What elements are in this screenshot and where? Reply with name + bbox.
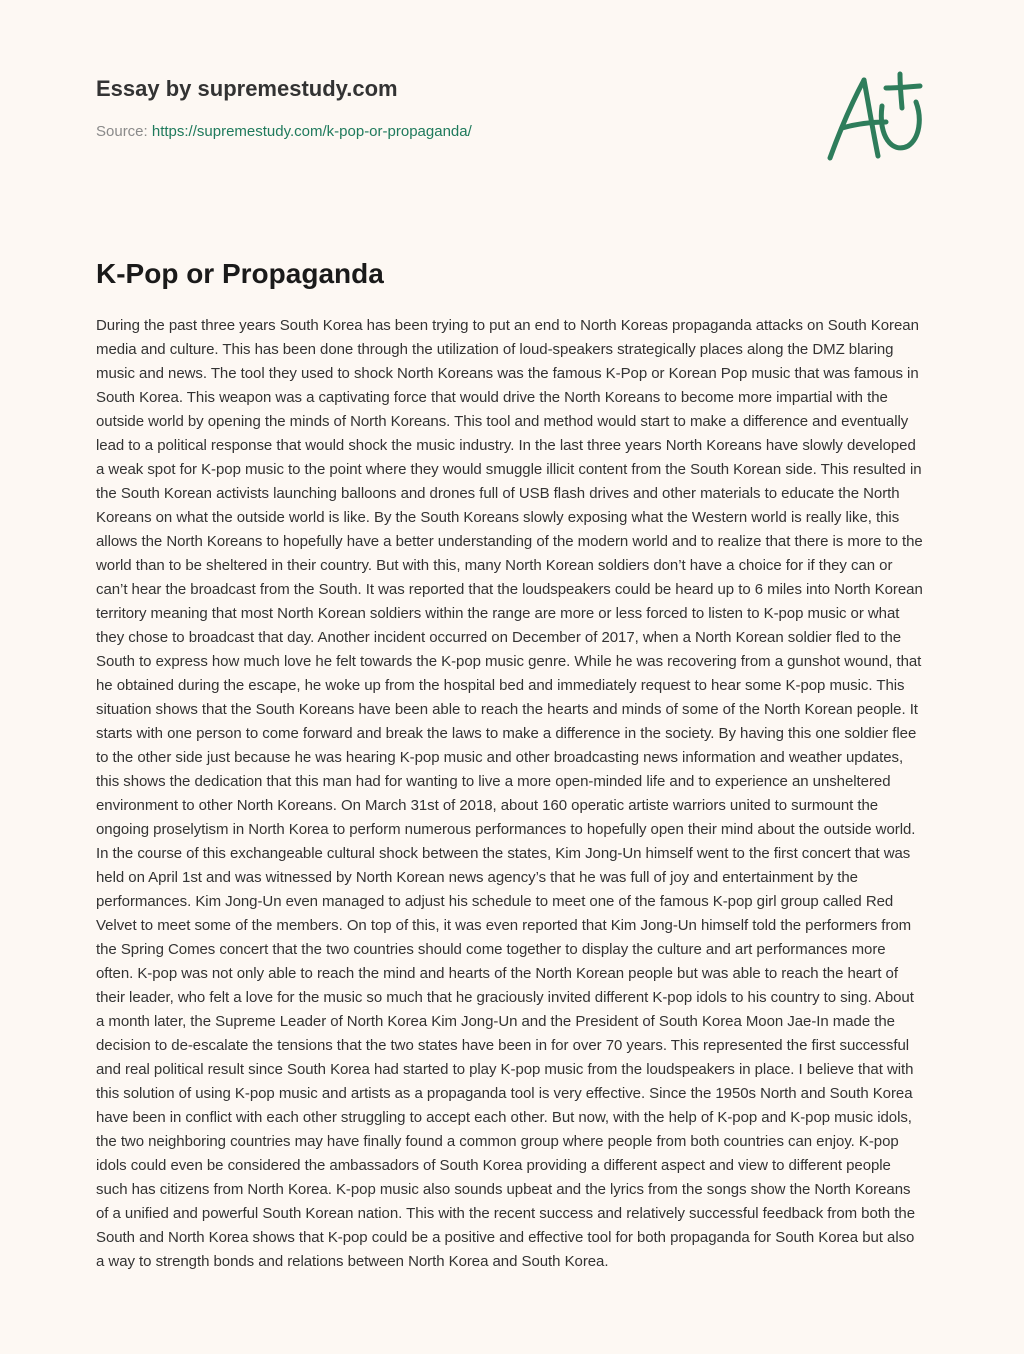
essay-title: K-Pop or Propaganda xyxy=(96,258,384,289)
page-header xyxy=(96,74,796,142)
site-title: Essay by supremestudy.com xyxy=(96,76,398,101)
source-line xyxy=(96,122,796,142)
source-link[interactable]: https://supremestudy.com/k-pop-or-propaganda/ xyxy=(151,123,472,140)
essay-body: During the past three years South Korea has been trying to put an end to North Koreas propaganda attacks on South Korean media and culture. This has been done through the utilization of loud-speakers strategically places along the DMZ blaring music and news. The tool they used to shock North Koreans was the famous K-Pop or Korean Pop music that was famous in South Korea. This weapon was a captivating force that would drive the North Koreans to become more impartial with the outside world by opening the minds of North Koreans. This tool and method would start to make a difference and eventually lead to a political response that would shock the music industry. In the last three years North Koreans have slowly developed a weak spot for K-pop music to the point where they would smuggle illicit content from the South Korean side. This resulted in the South Korean activists launching balloons and drones full of USB flash drives and other materials to educate the North Koreans on what the outside world is like. By the South Koreans slowly exposing what the Western world is really like, this allows the North Koreans to hopefully have a better understanding of the modern world and to realize that there is more to the world than to be sheltered in their country. But with this, many North Korean soldiers don’t have a choice for if they can or can’t hear the broadcast from the South. It was reported that the loudspeakers could be heard up to 6 miles into North Korean territory meaning that most North Korean soldiers within the range are more or less forced to listen to K-pop music or what they chose to broadcast that day. Another incident occurred on December of 2017, when a North Korean soldier fled to the South to express how much love he felt towards the K-pop music genre. While he was recovering from a gunshot wound, that he obtained during the escape, he woke up from the hospital bed and immediately request to hear some K-pop music. This situation shows that the South Koreans have been able to reach the hearts and minds of some of the North Korean people. It starts with one person to come forward and break the laws to make a difference in the society. By having this one soldier flee to the other side just because he was hearing K-pop music and other broadcasting news information and weather updates, this shows the dedication that this man had for wanting to live a more open-minded life and to experience an unsheltered environment to other North Koreans. On March 31st of 2018, about 160 operatic artiste warriors united to surmount the ongoing proselytism in North Korea to perform numerous performances to hopefully open their mind about the outside world. In the course of this exchangeable cultural shock between the states, Kim Jong-Un himself went to the first concert that was held on April 1st and was witnessed by North Korean news agency’s that he was full of joy and entertainment by the performances. Kim Jong-Un even managed to adjust his schedule to meet one of the famous K-pop girl group called Red Velvet to meet some of the members. On top of this, it was even reported that Kim Jong-Un himself told the performers from the Spring Comes concert that the two countries should come together to display the culture and art performances more often. K-pop was not only able to reach the mind and hearts of the North Korean people but was able to reach the heart of their leader, who felt a love for the music so much that he graciously invited different K-pop idols to his country to sing. About a month later, the Supreme Leader of North Korea Kim Jong-Un and the President of South Korea Moon Jae-In made the decision to de-escalate the tensions that the two states have been in for over 70 years. This represented the first successful and real political result since South Korea had started to play K-pop music from the loudspeakers in place. I believe that with this solution of using K-pop music and artists as a propaganda tool is very effective. Since the 1950s North and South Korea have been in conflict with each other struggling to accept each other. But now, with the help of K-pop and K-pop music idols, the two neighboring countries may have finally found a common group where people from both countries can enjoy. K-pop idols could even be considered the ambassadors of South Korea providing a different aspect and view to different people such has citizens from North Korea. K-pop music also sounds upbeat and the lyrics from the songs show the North Koreans of a unified and powerful South Korean nation. This with the recent success and relatively successful feedback from both the South and North Korea shows that K-pop could be a positive and effective tool for both propaganda for South Korea but also a way to strength bonds and relations between North Korea and South Korea. xyxy=(96,317,923,1270)
source-label: Source: xyxy=(96,123,152,140)
a-plus-logo-icon xyxy=(820,66,930,166)
